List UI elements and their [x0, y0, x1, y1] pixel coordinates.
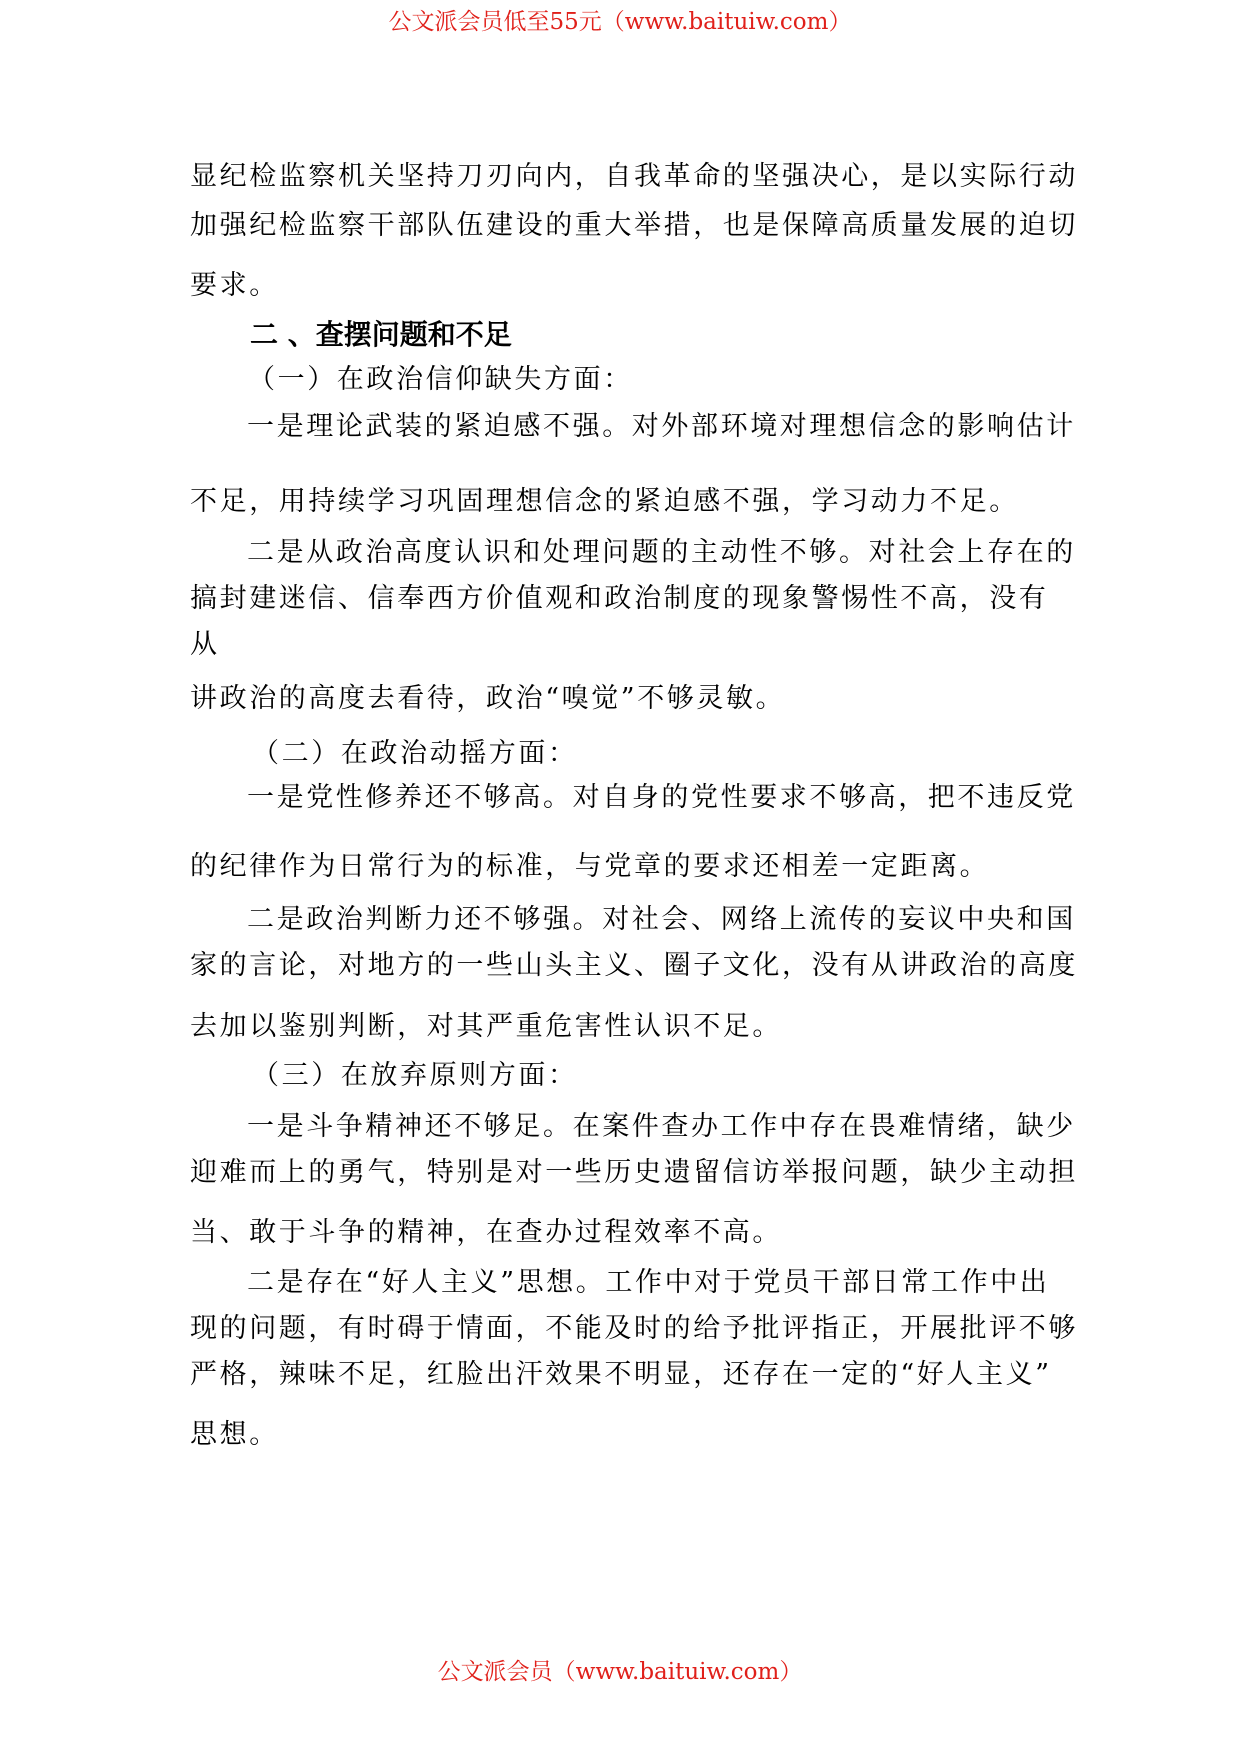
text-line: 一是党性修养还不够高。对自身的党性要求不够高，把不违反党	[247, 782, 1076, 813]
page-footer-watermark: 公文派会员（www.baituiw.com）	[437, 1659, 803, 1685]
text-line: 二是从政治高度认识和处理问题的主动性不够。对社会上存在的	[247, 537, 1076, 568]
text-line: 当、敢于斗争的精神，在查办过程效率不高。	[190, 1217, 782, 1248]
subsection-heading: （三）在放弃原则方面：	[252, 1060, 578, 1091]
text-line: 显纪检监察机关坚持刀刃向内，自我革命的坚强决心，是以实际行动	[190, 161, 1078, 192]
text-line: 从	[190, 629, 220, 660]
text-line: 现的问题，有时碍于情面，不能及时的给予批评指正，开展批评不够	[190, 1313, 1078, 1344]
text-line: 二是政治判断力还不够强。对社会、网络上流传的妄议中央和国	[247, 904, 1076, 935]
subsection-heading: （二）在政治动摇方面：	[252, 738, 578, 769]
text-line: 搞封建迷信、信奉西方价值观和政治制度的现象警惕性不高，没有	[190, 583, 1049, 614]
text-line: 要求。	[190, 270, 279, 301]
text-line: 严格，辣味不足，红脸出汗效果不明显，还存在一定的“好人主义”	[190, 1359, 1052, 1390]
text-line: 讲政治的高度去看待，政治“嗅觉”不够灵敏。	[190, 683, 786, 714]
text-line: 家的言论，对地方的一些山头主义、圈子文化，没有从讲政治的高度	[190, 950, 1078, 981]
page-header-watermark: 公文派会员低至55元（www.baituiw.com）	[388, 9, 852, 35]
text-line: 思想。	[190, 1419, 279, 1450]
section-heading: 二 、查摆问题和不足	[250, 318, 512, 351]
subsection-heading: （一）在政治信仰缺失方面：	[248, 364, 633, 395]
text-line: 不足，用持续学习巩固理想信念的紧迫感不强，学习动力不足。	[190, 486, 1019, 517]
text-line: 加强纪检监察干部队伍建设的重大举措，也是保障高质量发展的迫切	[190, 210, 1078, 241]
text-line: 二是存在“好人主义”思想。工作中对于党员干部日常工作中出	[247, 1267, 1050, 1298]
text-line: 一是理论武装的紧迫感不强。对外部环境对理想信念的影响估计	[247, 411, 1076, 442]
text-line: 去加以鉴别判断，对其严重危害性认识不足。	[190, 1011, 782, 1042]
text-line: 迎难而上的勇气，特别是对一些历史遗留信访举报问题，缺少主动担	[190, 1157, 1078, 1188]
text-line: 的纪律作为日常行为的标准，与党章的要求还相差一定距离。	[190, 851, 990, 882]
text-line: 一是斗争精神还不够足。在案件查办工作中存在畏难情绪，缺少	[247, 1111, 1076, 1142]
